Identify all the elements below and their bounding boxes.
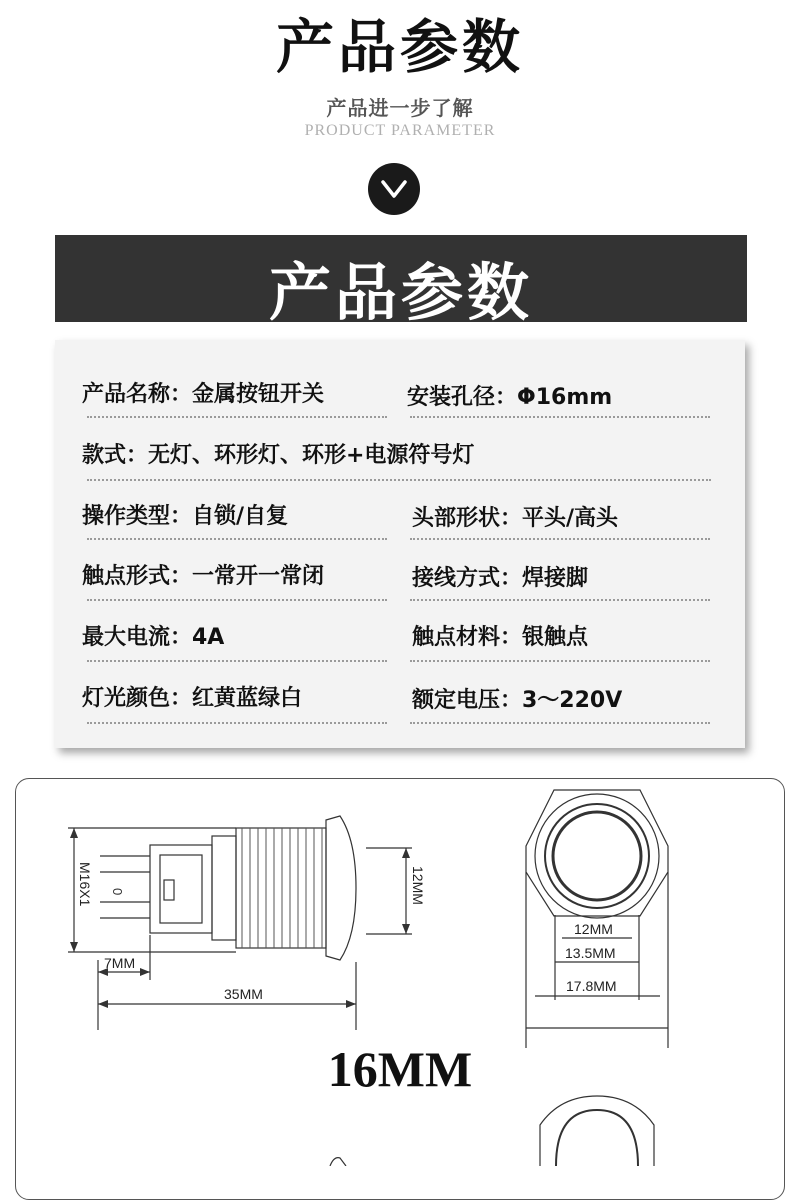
subtitle-english: PRODUCT PARAMETER (304, 122, 496, 139)
spec-head-shape: 头部形状：平头/高头 (412, 506, 619, 531)
subtitle-chinese: 产品进一步了解 (326, 96, 474, 120)
spec-style: 款式：无灯、环形灯、环形+电源符号灯 (82, 443, 475, 468)
spec-product-name: 产品名称：金属按钮开关 (82, 382, 325, 407)
spec-wiring: 接线方式：焊接脚 (412, 566, 589, 591)
dim-length-label: 35MM (224, 986, 263, 1002)
spec-contact-form: 触点形式：一常开一常闭 (82, 564, 325, 589)
dim-d3-label: 17.8MM (566, 978, 617, 994)
svg-text:0: 0 (110, 888, 125, 896)
dim-thread-label: M16X1 (77, 862, 93, 907)
size-label: 16MM (327, 1041, 473, 1097)
dim-pin-label: 7MM (104, 955, 136, 971)
dim-height-label: 12MM (410, 866, 426, 905)
spec-contact-material: 触点材料：银触点 (412, 625, 589, 650)
spec-light-color: 灯光颜色：红黄蓝绿白 (82, 686, 303, 711)
spec-operation: 操作类型：自锁/自复 (82, 504, 289, 529)
spec-max-current: 最大电流：4A (82, 625, 225, 650)
dim-d2-label: 13.5MM (565, 945, 616, 961)
banner-title: 产品参数 (268, 256, 533, 329)
page-title: 产品参数 (275, 13, 524, 81)
spec-hole-size: 安装孔径：Φ16mm (407, 385, 613, 410)
dim-d1-label: 12MM (574, 921, 613, 937)
spec-voltage: 额定电压：3～220V (412, 688, 623, 713)
